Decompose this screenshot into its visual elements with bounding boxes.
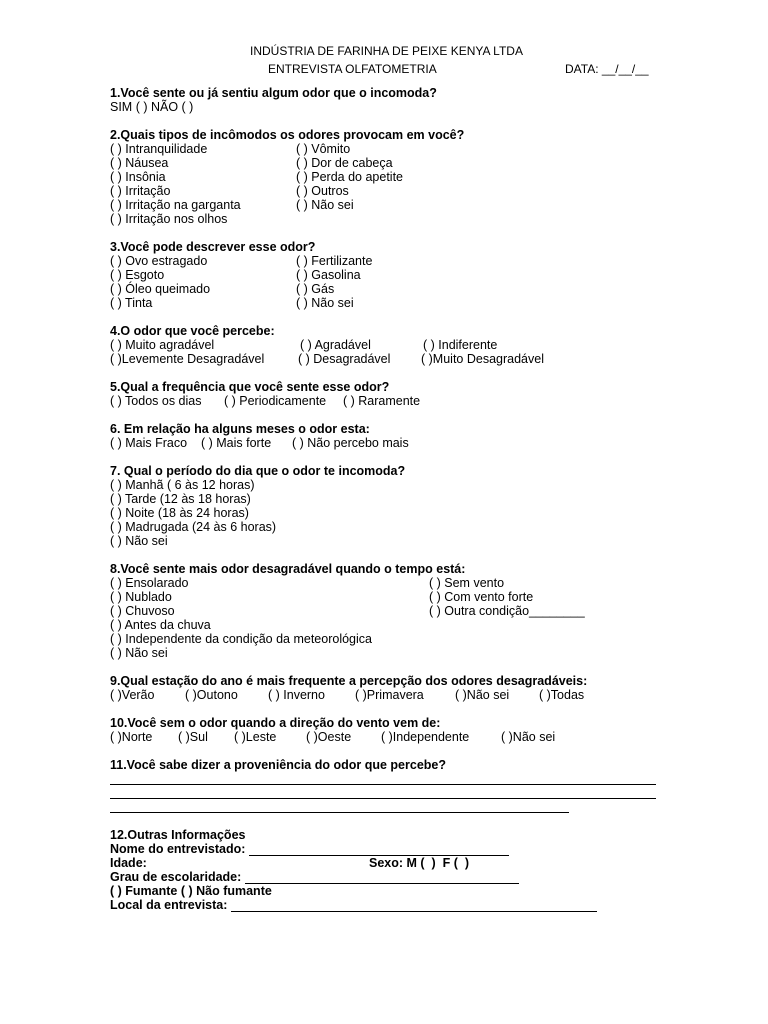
q8-option[interactable]: ( ) Ensolarado xyxy=(110,576,189,590)
age-label: Idade: xyxy=(110,856,147,870)
question-9-title: 9.Qual estação do ano é mais frequente a percepção dos odores desagradáveis: xyxy=(110,674,588,688)
answer-line[interactable] xyxy=(110,784,656,785)
q4-option[interactable]: ( ) Desagradável xyxy=(298,352,391,366)
q9-option[interactable]: ( )Não sei xyxy=(455,688,510,702)
q8-option[interactable]: ( ) Não sei xyxy=(110,646,168,660)
answer-line[interactable] xyxy=(110,812,569,813)
q10-option[interactable]: ( )Oeste xyxy=(306,730,352,744)
q8-option[interactable]: ( ) Antes da chuva xyxy=(110,618,211,632)
question-12-title: 12.Outras Informações xyxy=(110,828,246,842)
question-10-title: 10.Você sem o odor quando a direção do vento vem de: xyxy=(110,716,441,730)
smoker-options[interactable]: ( ) Fumante ( ) Não fumante xyxy=(110,884,272,898)
q7-option[interactable]: ( ) Manhã ( 6 às 12 horas) xyxy=(110,478,255,492)
q3-option[interactable]: ( ) Esgoto xyxy=(110,268,165,282)
q8-option[interactable]: ( ) Independente da condição da meteorológica xyxy=(110,632,372,646)
q10-option[interactable]: ( )Independente xyxy=(381,730,470,744)
q5-option[interactable]: ( ) Periodicamente xyxy=(224,394,327,408)
q5-option[interactable]: ( ) Raramente xyxy=(343,394,421,408)
sex-options[interactable]: Sexo: M ( ) F ( ) xyxy=(369,856,469,870)
question-2-title: 2.Quais tipos de incômodos os odores provocam em você? xyxy=(110,128,465,142)
q4-option[interactable]: ( )Muito Desagradável xyxy=(421,352,544,366)
q2-option[interactable]: ( ) Irritação xyxy=(110,184,171,198)
q7-option[interactable]: ( ) Não sei xyxy=(110,534,168,548)
q4-option[interactable]: ( ) Muito agradável xyxy=(110,338,215,352)
q4-option[interactable]: ( ) Agradável xyxy=(300,338,371,352)
q4-option[interactable]: ( ) Indiferente xyxy=(423,338,498,352)
q8-option[interactable]: ( ) Nublado xyxy=(110,590,172,604)
education-label: Grau de escolaridade: xyxy=(110,870,242,884)
q2-option[interactable]: ( ) Irritação nos olhos xyxy=(110,212,228,226)
q10-option[interactable]: ( )Sul xyxy=(178,730,208,744)
q7-option[interactable]: ( ) Tarde (12 às 18 horas) xyxy=(110,492,251,506)
q4-option[interactable]: ( )Levemente Desagradável xyxy=(110,352,265,366)
q5-option[interactable]: ( ) Todos os dias xyxy=(110,394,202,408)
q9-option[interactable]: ( )Primavera xyxy=(355,688,424,702)
q10-option[interactable]: ( )Norte xyxy=(110,730,153,744)
q2-option[interactable]: ( ) Dor de cabeça xyxy=(296,156,393,170)
q8-option[interactable]: ( ) Sem vento xyxy=(429,576,505,590)
question-3-title: 3.Você pode descrever esse odor? xyxy=(110,240,316,254)
question-8-title: 8.Você sente mais odor desagradável quando o tempo está: xyxy=(110,562,466,576)
interviewee-name-label: Nome do entrevistado: xyxy=(110,842,246,856)
q7-option[interactable]: ( ) Noite (18 às 24 horas) xyxy=(110,506,249,520)
q6-option[interactable]: ( ) Não percebo mais xyxy=(292,436,409,450)
q3-option[interactable]: ( ) Gás xyxy=(296,282,335,296)
q9-option[interactable]: ( )Todas xyxy=(539,688,585,702)
q9-option[interactable]: ( )Verão xyxy=(110,688,155,702)
q8-option[interactable]: ( ) Outra condição________ xyxy=(429,604,585,618)
question-1-title: 1.Você sente ou já sentiu algum odor que o incomoda? xyxy=(110,86,437,100)
question-11-title: 11.Você sabe dizer a proveniência do odor que percebe? xyxy=(110,758,446,772)
question-6-title: 6. Em relação ha alguns meses o odor esta: xyxy=(110,422,370,436)
q3-option[interactable]: ( ) Fertilizante xyxy=(296,254,373,268)
q2-option[interactable]: ( ) Perda do apetite xyxy=(296,170,404,184)
interview-location-label: Local da entrevista: xyxy=(110,898,228,912)
question-1-options[interactable]: SIM ( ) NÃO ( ) xyxy=(110,100,194,114)
question-7-title: 7. Qual o período do dia que o odor te incomoda? xyxy=(110,464,406,478)
form-title: ENTREVISTA OLFATOMETRIA xyxy=(268,62,437,76)
education-field[interactable] xyxy=(245,883,519,884)
q2-option[interactable]: ( ) Outros xyxy=(296,184,349,198)
q3-option[interactable]: ( ) Gasolina xyxy=(296,268,361,282)
q2-option[interactable]: ( ) Irritação na garganta xyxy=(110,198,241,212)
q6-option[interactable]: ( ) Mais forte xyxy=(201,436,272,450)
question-4-title: 4.O odor que você percebe: xyxy=(110,324,275,338)
question-5-title: 5.Qual a frequência que você sente esse odor? xyxy=(110,380,390,394)
interview-location-field[interactable] xyxy=(231,911,597,912)
q2-option[interactable]: ( ) Vômito xyxy=(296,142,351,156)
q9-option[interactable]: ( ) Inverno xyxy=(268,688,325,702)
q3-option[interactable]: ( ) Óleo queimado xyxy=(110,282,211,296)
company-name: INDÚSTRIA DE FARINHA DE PEIXE KENYA LTDA xyxy=(250,44,523,58)
q8-option[interactable]: ( ) Com vento forte xyxy=(429,590,534,604)
q3-option[interactable]: ( ) Tinta xyxy=(110,296,153,310)
q3-option[interactable]: ( ) Ovo estragado xyxy=(110,254,208,268)
q6-option[interactable]: ( ) Mais Fraco xyxy=(110,436,188,450)
q9-option[interactable]: ( )Outono xyxy=(185,688,238,702)
q8-option[interactable]: ( ) Chuvoso xyxy=(110,604,175,618)
q2-option[interactable]: ( ) Intranquilidade xyxy=(110,142,208,156)
q7-option[interactable]: ( ) Madrugada (24 às 6 horas) xyxy=(110,520,277,534)
q10-option[interactable]: ( )Não sei xyxy=(501,730,556,744)
q2-option[interactable]: ( ) Náusea xyxy=(110,156,169,170)
q2-option[interactable]: ( ) Não sei xyxy=(296,198,354,212)
q10-option[interactable]: ( )Leste xyxy=(234,730,277,744)
q2-option[interactable]: ( ) Insônia xyxy=(110,170,166,184)
date-field[interactable]: DATA: __/__/__ xyxy=(565,62,649,76)
q3-option[interactable]: ( ) Não sei xyxy=(296,296,354,310)
answer-line[interactable] xyxy=(110,798,656,799)
